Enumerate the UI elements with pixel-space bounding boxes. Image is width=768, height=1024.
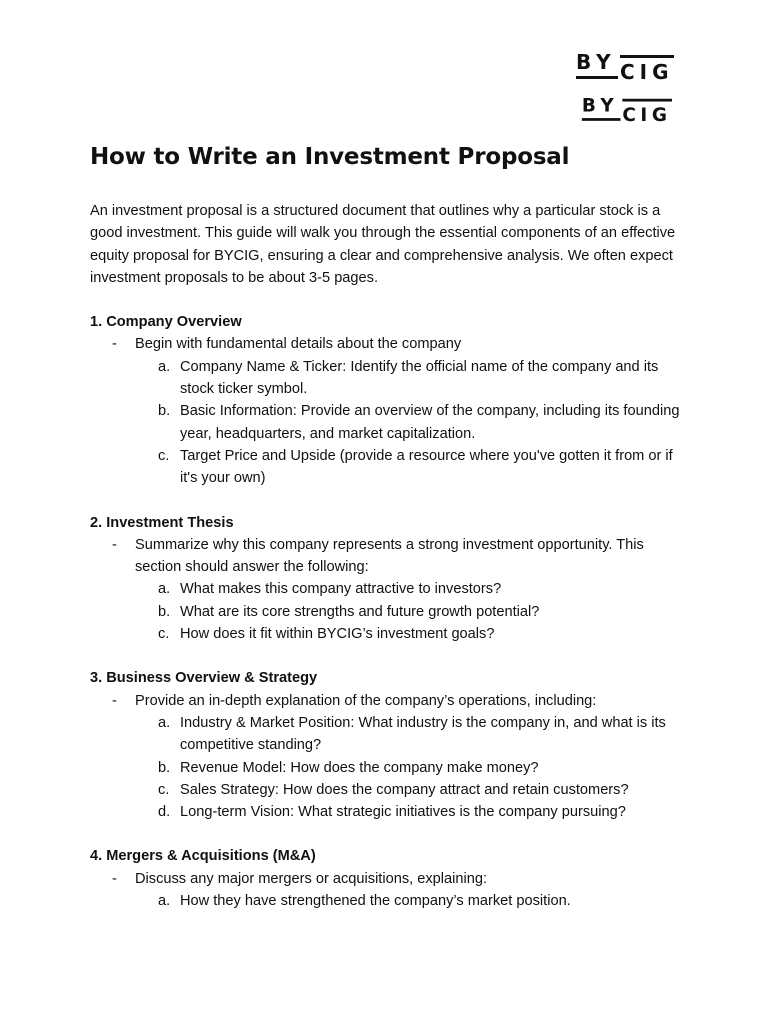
section-bullet bbox=[90, 868, 680, 890]
section-mergers-acquisitions bbox=[90, 845, 680, 912]
list-item bbox=[90, 890, 680, 912]
logo-text-by: BY bbox=[581, 94, 620, 117]
page-title: How to Write an Investment Proposal bbox=[90, 144, 570, 170]
list-item-text: Basic Information: Provide an overview of the company, including its founding year, headquarters, and market capitalization. bbox=[180, 403, 680, 442]
section-investment-thesis bbox=[90, 512, 680, 646]
list-marker: c. bbox=[158, 781, 170, 798]
list-marker: b. bbox=[158, 759, 171, 776]
list-item bbox=[90, 757, 680, 779]
list-item bbox=[90, 623, 680, 645]
list-marker: a. bbox=[158, 893, 171, 910]
logo-bar bbox=[582, 118, 621, 121]
logo-text-by: BY bbox=[576, 50, 617, 74]
section-title: 3. Business Overview & Strategy bbox=[90, 670, 318, 687]
list-marker: c. bbox=[158, 626, 170, 643]
list-item-text: Sales Strategy: How does the company attract and retain customers? bbox=[180, 781, 629, 798]
bycig-logo bbox=[576, 52, 674, 84]
section-bullet bbox=[90, 534, 680, 579]
list-item bbox=[90, 712, 680, 757]
list-item-text: Company Name & Ticker: Identify the official name of the company and its stock ticker symbol. bbox=[180, 358, 659, 398]
dash-marker: - bbox=[112, 692, 117, 709]
list-item-text: Long-term Vision: What strategic initiatives is the company pursuing? bbox=[180, 804, 626, 821]
list-marker: b. bbox=[158, 403, 171, 420]
bullet-text: Begin with fundamental details about the company bbox=[135, 336, 462, 353]
list-item-text: What are its core strengths and future growth potential? bbox=[180, 603, 540, 620]
section-bullet bbox=[90, 333, 680, 355]
bullet-text: Provide an in-depth explanation of the company’s operations, including: bbox=[135, 692, 597, 709]
list-item-text: What makes this company attractive to investors? bbox=[180, 581, 502, 598]
logo-bar bbox=[620, 55, 674, 58]
list-item bbox=[90, 578, 680, 600]
section-title: 4. Mergers & Acquisitions (M&A) bbox=[90, 848, 316, 865]
list-item-text: How does it fit within BYCIG’s investment goals? bbox=[180, 626, 495, 643]
list-marker: a. bbox=[158, 714, 171, 731]
dash-marker: - bbox=[112, 870, 117, 887]
dash-marker: - bbox=[112, 536, 117, 553]
list-item bbox=[90, 801, 680, 823]
list-item-text: How they have strengthened the company’s market position. bbox=[180, 893, 571, 910]
list-item-text: Industry & Market Position: What industry is the company in, and what is its competitive standing? bbox=[180, 714, 666, 754]
list-marker: a. bbox=[158, 358, 171, 375]
bullet-text: Discuss any major mergers or acquisitions, explaining: bbox=[135, 870, 488, 887]
logo-text-cig: CIG bbox=[622, 103, 672, 126]
logo-bar bbox=[576, 76, 618, 79]
bycig-logo-secondary bbox=[582, 96, 672, 125]
document-body bbox=[90, 140, 680, 912]
list-item bbox=[90, 445, 680, 490]
list-item bbox=[90, 400, 680, 445]
list-item bbox=[90, 356, 680, 401]
section-bullet bbox=[90, 690, 680, 712]
dash-marker: - bbox=[112, 336, 117, 353]
section-company-overview bbox=[90, 311, 680, 489]
list-item bbox=[90, 601, 680, 623]
list-item bbox=[90, 779, 680, 801]
list-marker: c. bbox=[158, 447, 170, 464]
bullet-text: Summarize why this company represents a strong investment opportunity. This section should answer the following: bbox=[135, 536, 644, 576]
section-title: 1. Company Overview bbox=[90, 314, 242, 331]
section-business-overview bbox=[90, 667, 680, 823]
list-marker: a. bbox=[158, 581, 171, 598]
section-title: 2. Investment Thesis bbox=[90, 514, 234, 531]
logo-bar bbox=[622, 99, 672, 102]
list-item-text: Revenue Model: How does the company make money? bbox=[180, 759, 539, 776]
list-marker: b. bbox=[158, 603, 171, 620]
logo-text-cig: CIG bbox=[620, 60, 674, 84]
list-marker: d. bbox=[158, 804, 171, 821]
intro-paragraph: An investment proposal is a structured document that outlines why a particular stock is a good investment. This guide will walk you through the essential components of an effective equity proposal for BYCIG, ensuring a clear and comprehensive analysis. We often expect investment proposals to be about 3-5 pages. bbox=[90, 203, 676, 286]
list-item-text: Target Price and Upside (provide a resource where you've gotten it from or if it's your own) bbox=[180, 447, 673, 487]
